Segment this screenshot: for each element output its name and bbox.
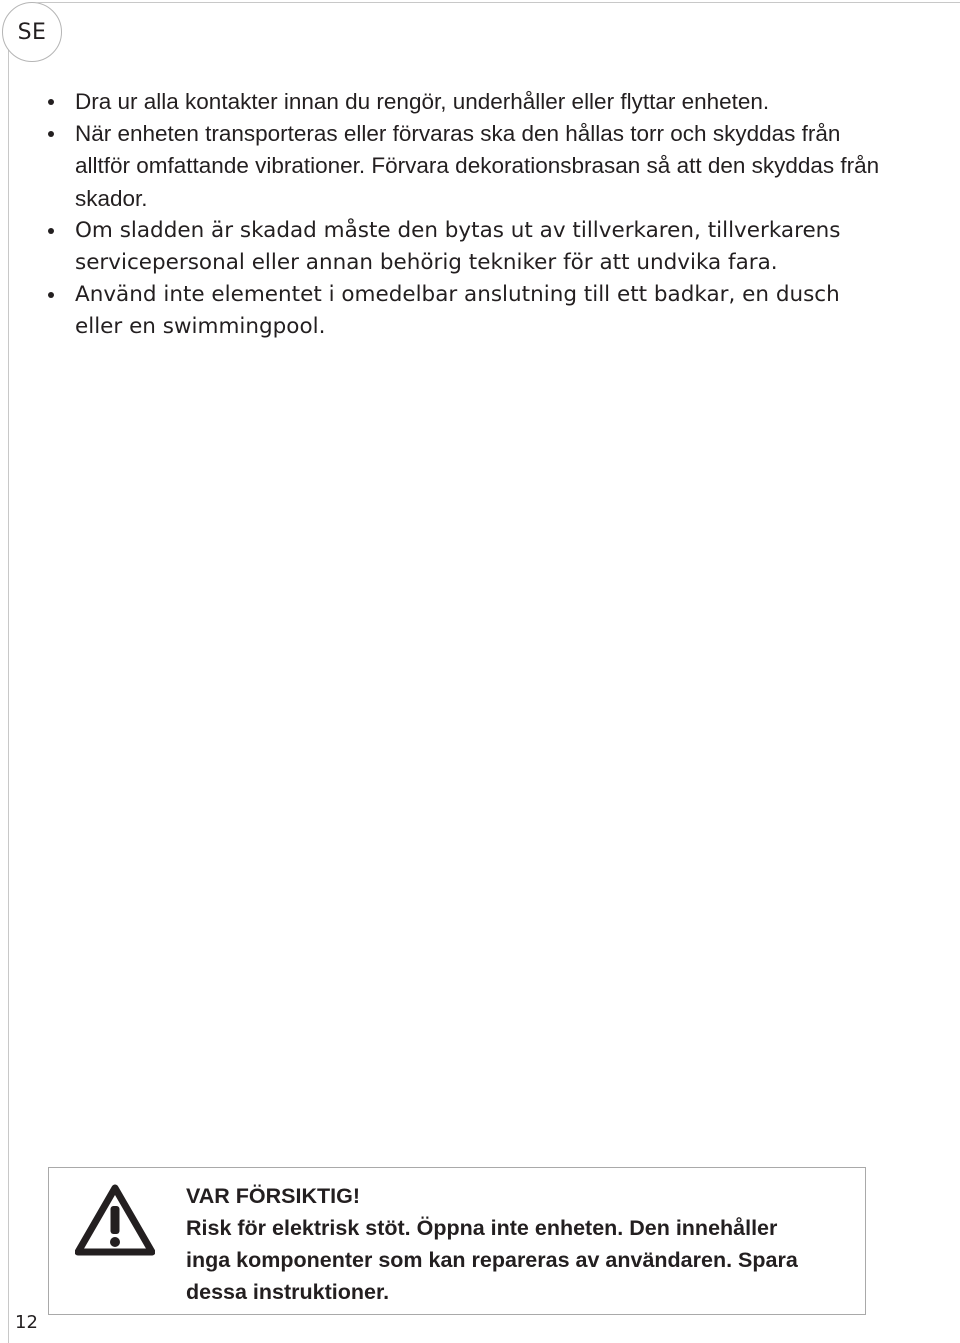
warning-text [186,1180,826,1308]
warning-body: Risk för elektrisk stöt. Öppna inte enheten. Den innehåller inga komponenter som kan repareras av användaren. Spara dessa instruktioner. [186,1216,798,1304]
warning-triangle-icon [75,1184,155,1256]
bullet-icon [48,99,54,105]
page-number: 12 [15,1312,38,1333]
list-item-text: När enheten transporteras eller förvaras ska den hållas torr och skyddas från alltför omfattande vibrationer. Förvara dekorationsbrasan så att den skyddas från skador. [75,121,880,211]
list-item [48,118,883,215]
list-item-text: Om sladden är skadad måste den bytas ut av tillverkaren, tillverkarens servicepersonal eller annan behörig tekniker för att undvika fara. [75,217,841,276]
language-badge [2,2,62,62]
list-item [48,215,883,279]
list-item-text: Dra ur alla kontakter innan du rengör, underhåller eller flyttar enheten. [75,89,770,114]
list-item [48,279,883,343]
warning-box [48,1167,866,1315]
warning-title: VAR FÖRSIKTIG! [186,1184,360,1208]
language-code: SE [17,19,47,45]
list-item [48,86,883,118]
bullet-icon [48,228,54,234]
bullet-icon [48,292,54,298]
list-item-text: Använd inte elementet i omedelbar anslutning till ett badkar, en dusch eller en swimmingpool. [75,282,840,340]
safety-instructions-list [48,86,883,344]
bullet-icon [48,131,54,137]
